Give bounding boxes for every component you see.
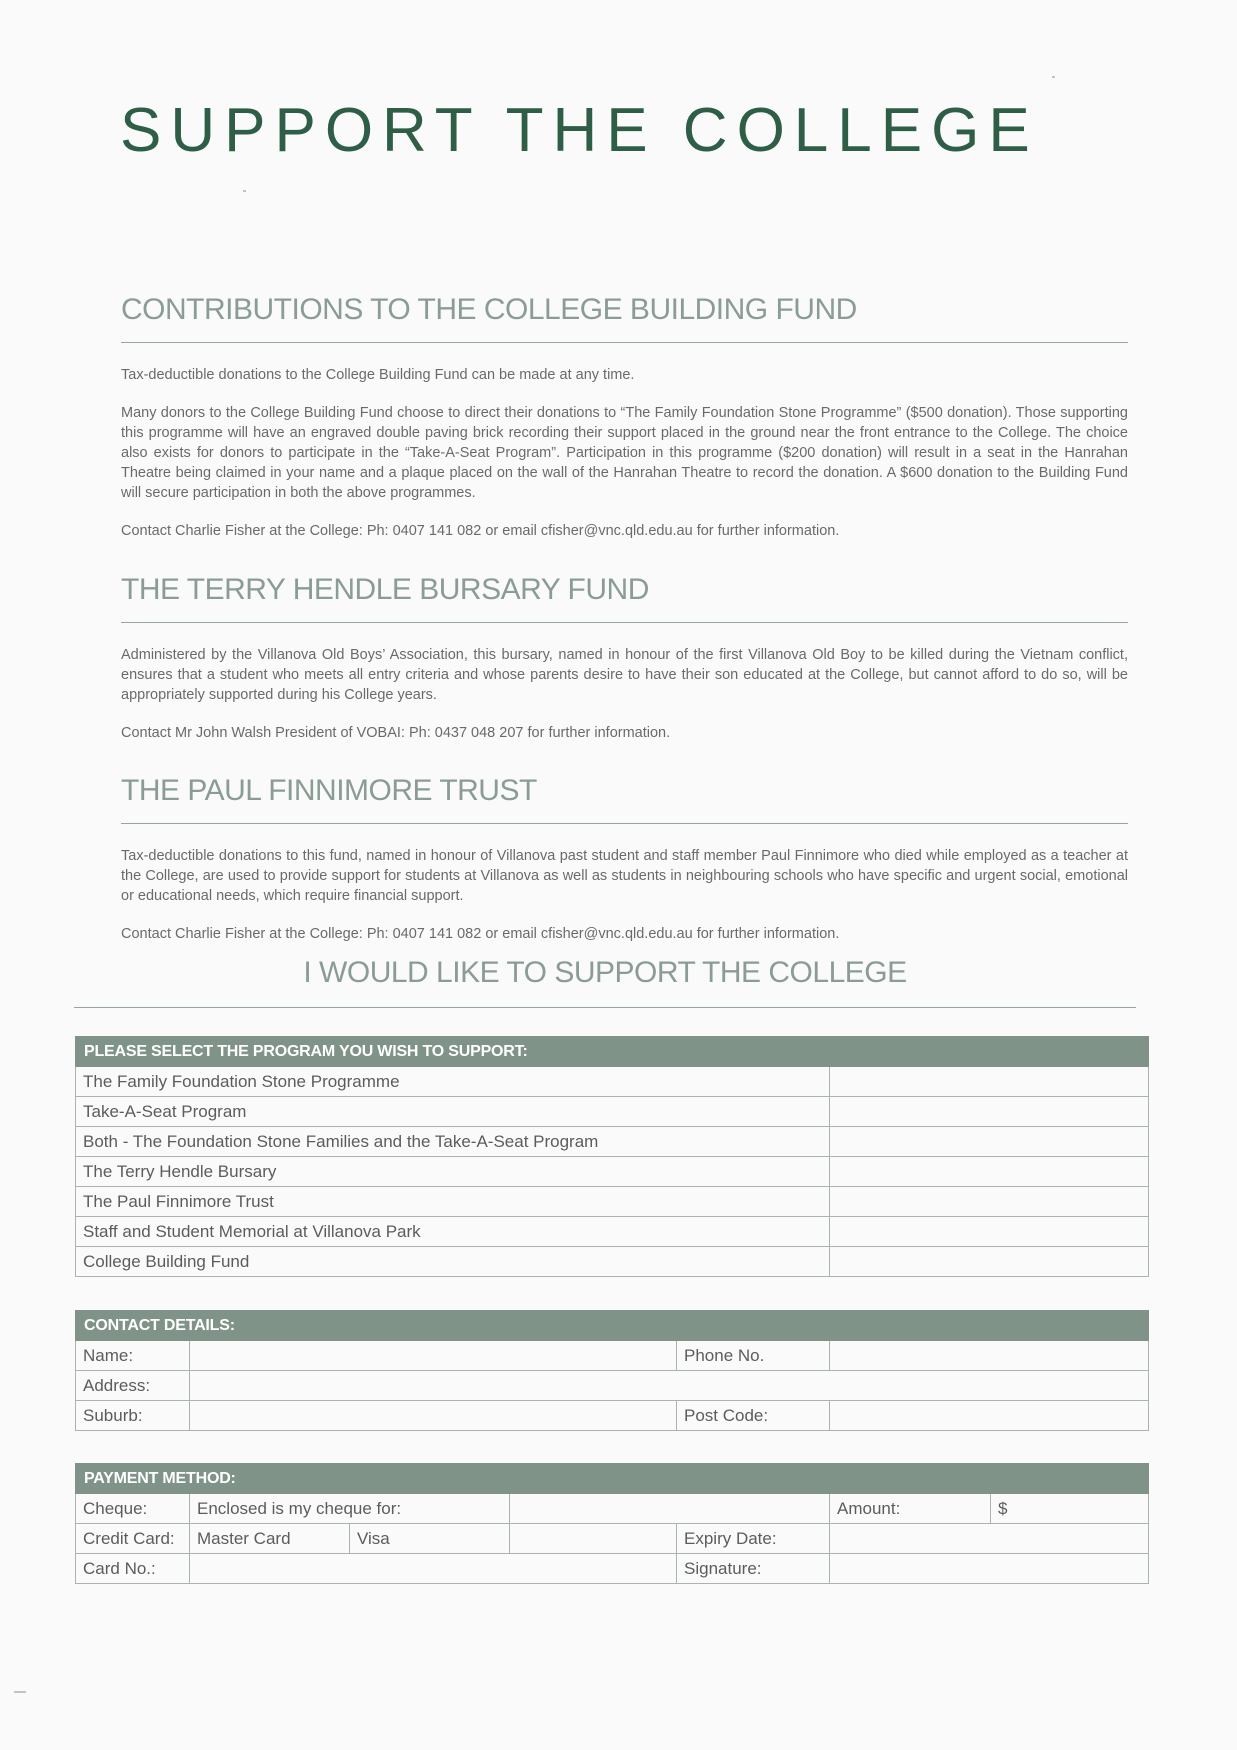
- phone-label: Phone No.: [677, 1341, 830, 1371]
- cheque-text: Enclosed is my cheque for:: [190, 1494, 510, 1524]
- visa-option[interactable]: Visa: [350, 1524, 510, 1554]
- program-select-cell[interactable]: [830, 1067, 1149, 1097]
- scan-speck: [14, 1691, 26, 1693]
- program-select-cell[interactable]: [830, 1187, 1149, 1217]
- table-row: [76, 1187, 1149, 1217]
- table-row: [76, 1371, 1149, 1401]
- phone-field[interactable]: [830, 1341, 1149, 1371]
- program-select-cell[interactable]: [830, 1247, 1149, 1277]
- program-selection-table: [75, 1036, 1149, 1277]
- bursary-section: [121, 575, 1128, 743]
- mastercard-option[interactable]: Master Card: [190, 1524, 350, 1554]
- building-fund-section: [121, 295, 1128, 541]
- program-label: Both - The Foundation Stone Families and the Take-A-Seat Program: [76, 1127, 830, 1157]
- scan-speck: [243, 190, 246, 192]
- amount-field[interactable]: $: [991, 1494, 1149, 1524]
- table-row: [76, 1494, 1149, 1524]
- program-label: The Family Foundation Stone Programme: [76, 1067, 830, 1097]
- card-number-label: Card No.:: [76, 1554, 190, 1584]
- postcode-field[interactable]: [830, 1401, 1149, 1431]
- bursary-contact: Contact Mr John Walsh President of VOBAI: Ph: 0437 048 207 for further information.: [121, 725, 671, 741]
- program-select-cell[interactable]: [830, 1097, 1149, 1127]
- suburb-label: Suburb:: [76, 1401, 190, 1431]
- bursary-heading: THE TERRY HENDLE BURSARY FUND: [121, 575, 1128, 623]
- program-label: College Building Fund: [76, 1247, 830, 1277]
- payment-method-table: [75, 1463, 1149, 1584]
- building-fund-intro: Tax-deductible donations to the College Building Fund can be made at any time.: [121, 367, 635, 383]
- table-row: [76, 1341, 1149, 1371]
- table-row: [76, 1217, 1149, 1247]
- program-select-cell[interactable]: [830, 1127, 1149, 1157]
- program-select-cell[interactable]: [830, 1217, 1149, 1247]
- address-field[interactable]: [190, 1371, 1149, 1401]
- program-label: The Paul Finnimore Trust: [76, 1187, 830, 1217]
- trust-description: Tax-deductible donations to this fund, named in honour of Villanova past student and staff member Paul Finnimore who died while employed as a teacher at the College, are used to provide support for students at Villanova as well as students in neighbouring schools who have specific and urgent social, emotional or educational needs, which require financial support.: [121, 848, 1128, 904]
- bursary-description: Administered by the Villanova Old Boys’ Association, this bursary, named in honour of the first Villanova Old Boy to be killed during the Vietnam conflict, ensures that a student who meets all entry criteria and whose parents desire to have their son educated at the College, but cannot afford to do so, will be appropriately supported during his College years.: [121, 647, 1128, 703]
- expiry-field[interactable]: [830, 1524, 1149, 1554]
- program-select-cell[interactable]: [830, 1157, 1149, 1187]
- table-row: [76, 1554, 1149, 1584]
- cheque-field[interactable]: [510, 1494, 830, 1524]
- table-row: [76, 1067, 1149, 1097]
- credit-card-label: Credit Card:: [76, 1524, 190, 1554]
- address-label: Address:: [76, 1371, 190, 1401]
- building-fund-details: Many donors to the College Building Fund choose to direct their donations to “The Family Foundation Stone Programme” ($500 donation). Those supporting this programme will have an engraved double paving brick recording their support placed in the ground near the front entrance to the College. The choice also exists for donors to participate in the “Take-A-Seat Program”. Participation in this programme ($200 donation) will result in a seat in the Hanrahan Theatre being claimed in your name and a plaque placed on the wall of the Hanrahan Theatre to record the donation. A $600 donation to the Building Fund will secure participation in both the above programmes.: [121, 405, 1128, 501]
- program-selection-header: PLEASE SELECT THE PROGRAM YOU WISH TO SUPPORT:: [76, 1037, 1149, 1067]
- suburb-field[interactable]: [190, 1401, 677, 1431]
- trust-heading: THE PAUL FINNIMORE TRUST: [121, 776, 1128, 824]
- program-label: Staff and Student Memorial at Villanova Park: [76, 1217, 830, 1247]
- building-fund-heading: CONTRIBUTIONS TO THE COLLEGE BUILDING FUND: [121, 295, 1128, 343]
- support-heading: I WOULD LIKE TO SUPPORT THE COLLEGE: [74, 958, 1136, 1008]
- table-row: [76, 1127, 1149, 1157]
- trust-contact: Contact Charlie Fisher at the College: Ph: 0407 141 082 or email cfisher@vnc.qld.edu.au for further information.: [121, 926, 840, 942]
- trust-section: [121, 776, 1128, 944]
- payment-method-header: PAYMENT METHOD:: [76, 1464, 1149, 1494]
- building-fund-contact: Contact Charlie Fisher at the College: Ph: 0407 141 082 or email cfisher@vnc.qld.edu.au for further information.: [121, 523, 840, 539]
- scan-speck: [1052, 76, 1055, 78]
- table-row: [76, 1157, 1149, 1187]
- contact-details-header: CONTACT DETAILS:: [76, 1311, 1149, 1341]
- table-row: [76, 1524, 1149, 1554]
- signature-label: Signature:: [677, 1554, 830, 1584]
- card-number-field[interactable]: [190, 1554, 677, 1584]
- amount-label: Amount:: [830, 1494, 991, 1524]
- table-row: [76, 1401, 1149, 1431]
- name-label: Name:: [76, 1341, 190, 1371]
- postcode-label: Post Code:: [677, 1401, 830, 1431]
- cheque-label: Cheque:: [76, 1494, 190, 1524]
- page-title: SUPPORT THE COLLEGE: [120, 96, 1039, 165]
- table-row: [76, 1247, 1149, 1277]
- table-row: [76, 1097, 1149, 1127]
- program-label: Take-A-Seat Program: [76, 1097, 830, 1127]
- program-label: The Terry Hendle Bursary: [76, 1157, 830, 1187]
- contact-details-table: [75, 1310, 1149, 1431]
- expiry-label: Expiry Date:: [677, 1524, 830, 1554]
- name-field[interactable]: [190, 1341, 677, 1371]
- signature-field[interactable]: [830, 1554, 1149, 1584]
- card-type-blank: [510, 1524, 677, 1554]
